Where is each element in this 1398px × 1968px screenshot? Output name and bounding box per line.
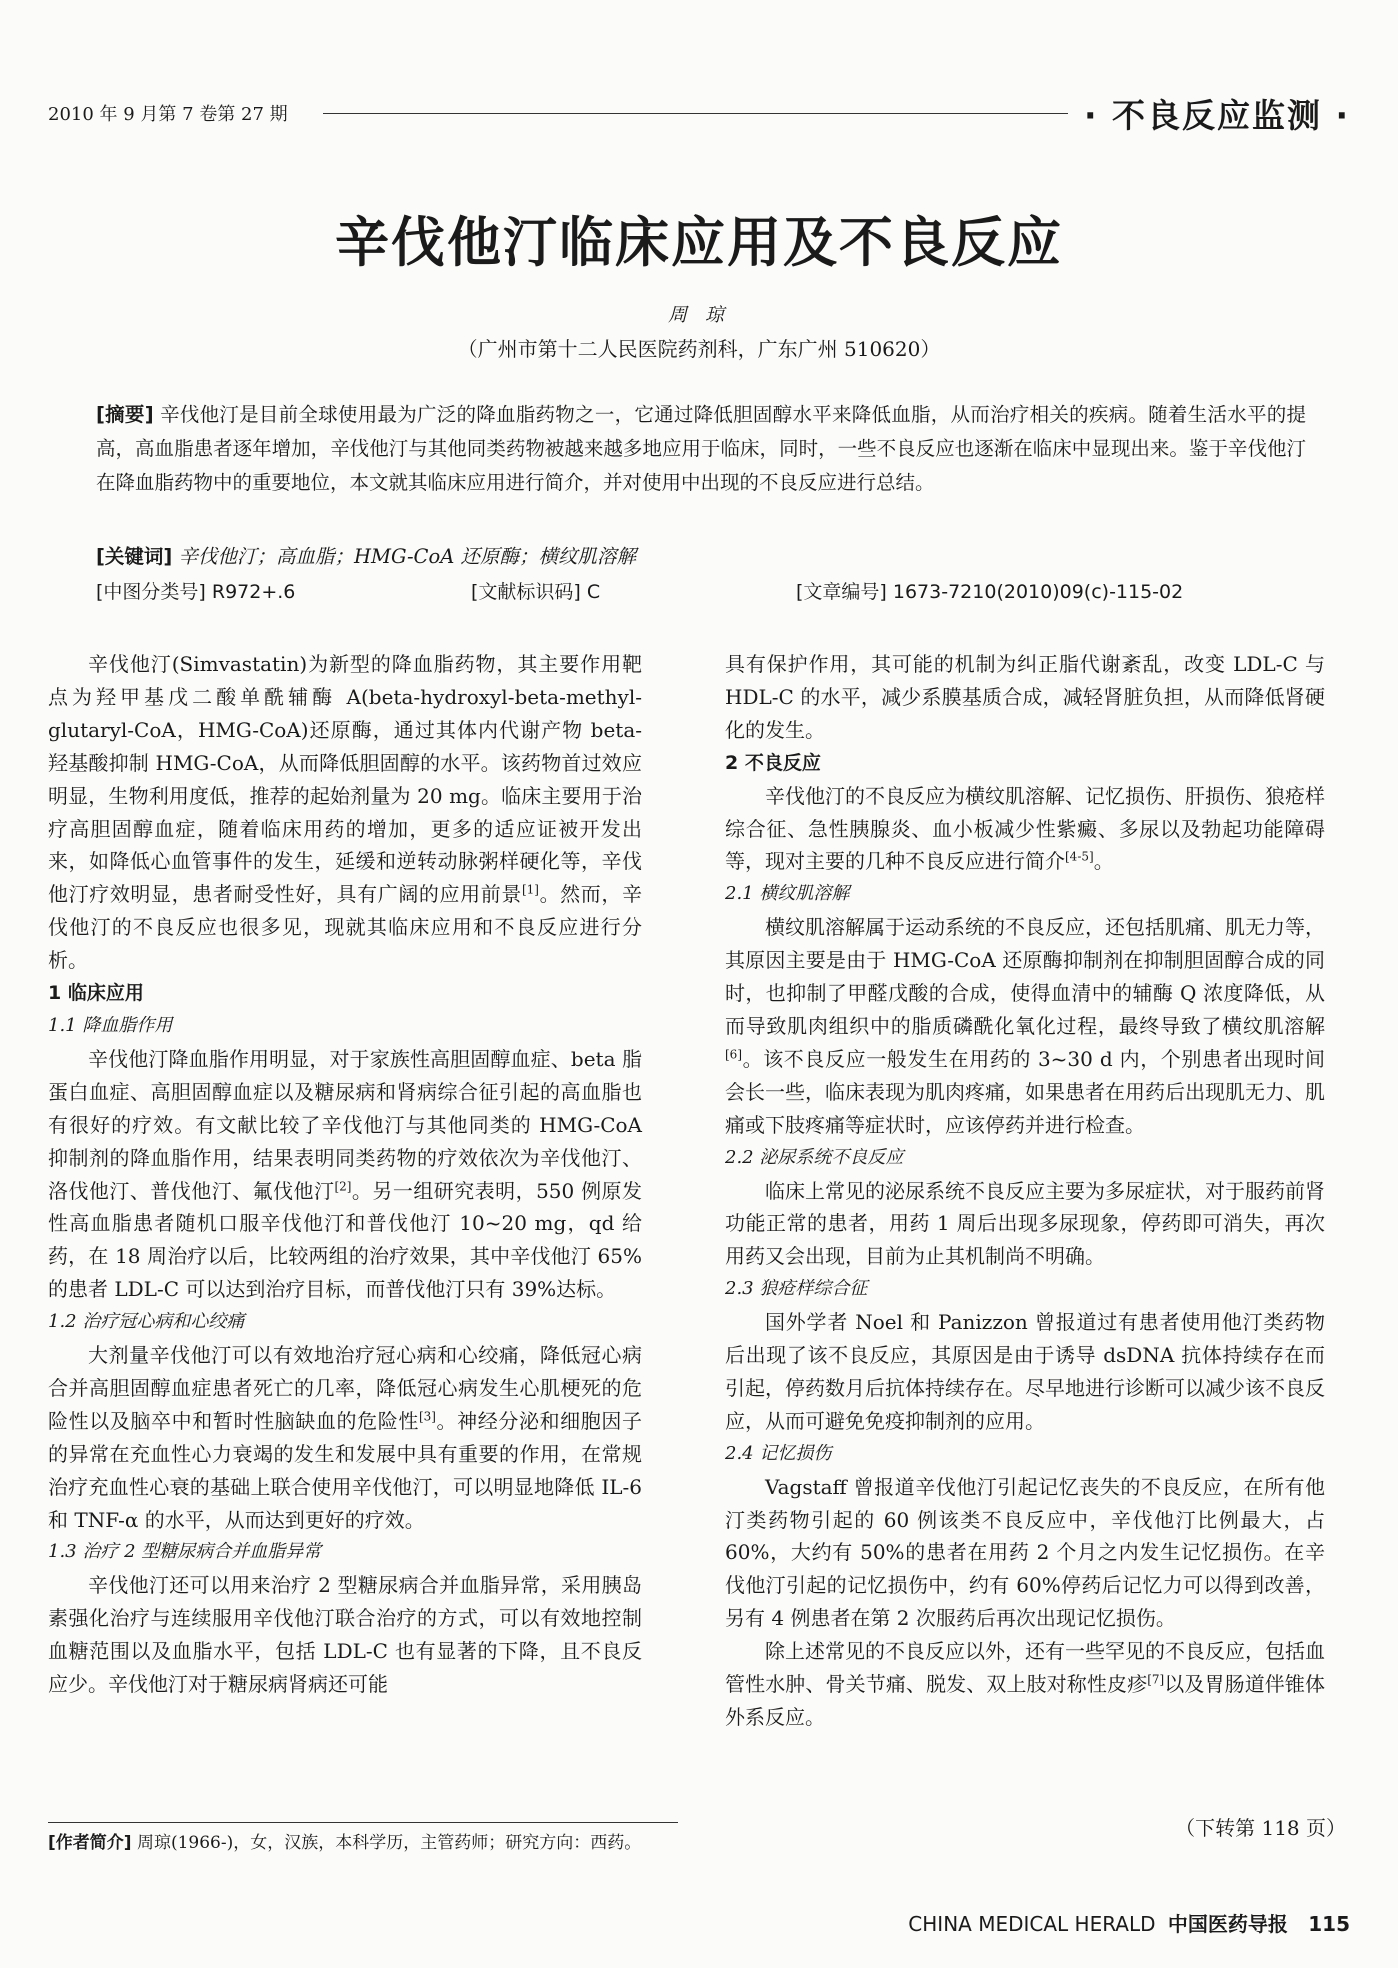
subsection-heading: 1.3 治疗 2 型糖尿病合并血脂异常 xyxy=(48,1541,322,1563)
abstract-text: 辛伐他汀是目前全球使用最为广泛的降血脂药物之一，它通过降低胆固醇水平来降低血脂，从而治疗相关的疾病。随着生活水平的提高，高血脂患者逐年增加，辛伐他汀与其他同类药物被越来越多地应用于临床，同时，一些不良反应也逐渐在临床中显现出来。鉴于辛伐他汀在降血脂药物中的重要地位，本文就其临床应用进行简介，并对使用中出现的不良反应进行总结。 xyxy=(96,403,1306,494)
subsection-heading: 2.3 狼疮样综合征 xyxy=(725,1278,868,1300)
body-paragraph: 辛伐他汀还可以用来治疗 2 型糖尿病合并血脂异常，采用胰岛素强化治疗与连续服用辛伐他汀联合治疗的方式，可以有效地控制血糖范围以及血脂水平，包括 LDL-C 也有显著的下降，且不良反应少。辛伐他汀对于糖尿病肾病还可能 xyxy=(48,1573,642,1697)
body-paragraph: 横纹肌溶解属于运动系统的不良反应，还包括肌痛、肌无力等，其原因主要是由于 HMG-CoA 还原酶抑制剂在抑制胆固醇合成的同时，也抑制了甲醛戊酸的合成，使得血清中的辅酶 Q 浓度降低，从而导致肌肉组织中的脂质磷酰化氧化过程，最终导致了横纹肌溶解[6]。该不良反应一般发生在用药的 3~30 d 内，个别患者出现时间会长一些，临床表现为肌肉疼痛，如果患者在用药后出现肌无力、肌痛或下肢疼痛等症状时，应该停药并进行检查。 xyxy=(725,915,1325,1137)
left-column xyxy=(48,648,642,1701)
continued-note: （下转第 118 页） xyxy=(1175,1816,1346,1840)
subsection-heading: 2.2 泌尿系统不良反应 xyxy=(725,1146,904,1168)
footnote-label: [作者简介] xyxy=(48,1833,132,1853)
abstract-label: [摘要] xyxy=(96,403,154,426)
journal-name-en: CHINA MEDICAL HERALD xyxy=(908,1912,1156,1936)
subsection-heading: 2.4 记忆损伤 xyxy=(725,1442,832,1464)
body-paragraph: 国外学者 Noel 和 Panizzon 曾报道过有患者使用他汀类药物后出现了该不良反应，其原因是由于诱导 dsDNA 抗体持续存在而引起，停药数月后抗体持续存在。尽早地进行诊断可以减少该不良反应，从而可避免免疫抑制剂的应用。 xyxy=(725,1310,1325,1433)
keywords-label: [关键词] xyxy=(96,545,173,568)
body-paragraph: 临床上常见的泌尿系统不良反应主要为多尿症状，对于服药前肾功能正常的患者，用药 1 周后出现多尿现象，停药即可消失，再次用药又会出现，目前为止其机制尚不明确。 xyxy=(725,1178,1325,1269)
body-paragraph: 除上述常见的不良反应以外，还有一些罕见的不良反应，包括血管性水肿、骨关节痛、脱发、双上肢对称性皮疹[7]以及胃肠道伴锥体外系反应。 xyxy=(725,1639,1326,1729)
journal-name-cn: 中国医药导报 xyxy=(1167,1912,1288,1936)
section-heading: 2 不良反应 xyxy=(725,751,821,774)
body-paragraph: 辛伐他汀的不良反应为横纹肌溶解、记忆损伤、肝损伤、狼疮样综合征、急性胰腺炎、血小板减少性紫癜、多尿以及勃起功能障碍等，现对主要的几种不良反应进行简介[4-5]。 xyxy=(725,783,1325,874)
keywords-text: 辛伐他汀；高血脂；HMG-CoA 还原酶；横纹肌溶解 xyxy=(178,545,636,568)
page-number: 115 xyxy=(1308,1912,1350,1936)
body-paragraph: Vagstaff 曾报道辛伐他汀引起记忆丧失的不良反应，在所有他汀类药物引起的 60 例该类不良反应中，辛伐他汀比例最大，占 60%，大约有 50%的患者在用药 2 个月之内发生记忆损伤。在辛伐他汀引起的记忆损伤中，约有 60%停药后记忆力可以得到改善，另有 4 例患者在第 2 次服药后再次出现记忆损伤。 xyxy=(725,1474,1325,1631)
citation-ref: [1] xyxy=(521,882,539,897)
section-name: · 不良反应监测 · xyxy=(1083,96,1350,135)
citation-ref: [3] xyxy=(418,1409,436,1424)
author-name: 周 琼 xyxy=(667,304,731,326)
issue-info: 2010 年 9 月第 7 卷第 27 期 xyxy=(48,104,288,125)
article-title: 辛伐他汀临床应用及不良反应 xyxy=(335,211,1063,274)
subsection-heading: 1.1 降血脂作用 xyxy=(48,1014,173,1036)
section-heading: 1 临床应用 xyxy=(48,982,144,1005)
citation-ref: [6] xyxy=(725,1047,742,1062)
author-footnote xyxy=(48,1822,678,1857)
header-rule xyxy=(323,113,1068,114)
subsection-heading: 2.1 横纹肌溶解 xyxy=(725,883,850,905)
citation-ref: [2] xyxy=(334,1178,352,1193)
continued-paragraph: 具有保护作用，其可能的机制为纠正脂代谢紊乱，改变 LDL-C 与 HDL-C 的水平，减少系膜基质合成，减轻肾脏负担，从而降低肾硬化的发生。 xyxy=(725,652,1325,742)
article-meta xyxy=(96,577,1306,609)
clc-number: [中图分类号] R972+.6 xyxy=(96,581,296,603)
document-code: [文献标识码] C xyxy=(471,581,601,603)
intro-paragraph: 辛伐他汀(Simvastatin)为新型的降血脂药物，其主要作用靶点为羟甲基戊二酸单酰辅酶 A(beta-hydroxyl-beta-methyl-glutaryl-CoA，HMG-CoA)还原酶，通过其体内代谢产物 beta-羟基酸抑制 HMG-CoA，从而降低胆固醇的水平。该药物首过效应明显，生物利用度低，推荐的起始剂量为 20 mg。临床主要用于治疗高胆固醇血症，随着临床用药的增加，更多的适应证被开发出来，如降低心血管事件的发生，延缓和逆转动脉粥样硬化等，辛伐他汀疗效明显，患者耐受性好，具有广阔的应用前景[1]。然而，辛伐他汀的不良反应也很多见，现就其临床应用和不良反应进行分析。 xyxy=(48,652,643,973)
body-paragraph: 大剂量辛伐他汀可以有效地治疗冠心病和心绞痛，降低冠心病合并高胆固醇血症患者死亡的几率，降低冠心病发生心肌梗死的危险性以及脑卒中和暂时性脑缺血的危险性[3]。神经分泌和细胞因子的异常在充血性心力衰竭的发生和发展中具有重要的作用，在常规治疗充血性心衰的基础上联合使用辛伐他汀，可以明显地降低 IL-6 和 TNF-α 的水平，从而达到更好的疗效。 xyxy=(48,1343,643,1532)
citation-ref: [7] xyxy=(1147,1672,1165,1687)
footnote-text: 周琼(1966-)，女，汉族，本科学历，主管药师；研究方向：西药。 xyxy=(136,1833,642,1853)
article-number: [文章编号] 1673-7210(2010)09(c)-115-02 xyxy=(796,581,1184,603)
body-paragraph: 辛伐他汀降血脂作用明显，对于家族性高胆固醇血症、beta 脂蛋白血症、高胆固醇血症以及糖尿病和肾病综合征引起的高血脂也有很好的疗效。有文献比较了辛伐他汀与其他同类的 HMG-CoA 抑制剂的降血脂作用，结果表明同类药物的疗效依次为辛伐他汀、洛伐他汀、普伐他汀、氟伐他汀[2]。另一组研究表明，550 例原发性高血脂患者随机口服辛伐他汀和普伐他汀 10~20 mg，qd 给药，在 18 周治疗以后，比较两组的治疗效果，其中辛伐他汀 65%的患者 LDL-C 可以达到治疗目标，而普伐他汀只有 39%达标。 xyxy=(48,1046,643,1302)
page-header xyxy=(48,92,1350,135)
keywords xyxy=(96,541,1306,573)
subsection-heading: 1.2 治疗冠心病和心绞痛 xyxy=(48,1311,245,1333)
right-column xyxy=(725,648,1325,1734)
citation-ref: [4-5] xyxy=(1065,849,1094,864)
author-affiliation: （广州市第十二人民医院药剂科，广东广州 510620） xyxy=(457,337,941,361)
abstract xyxy=(96,398,1306,500)
page-footer xyxy=(908,1908,1350,1937)
